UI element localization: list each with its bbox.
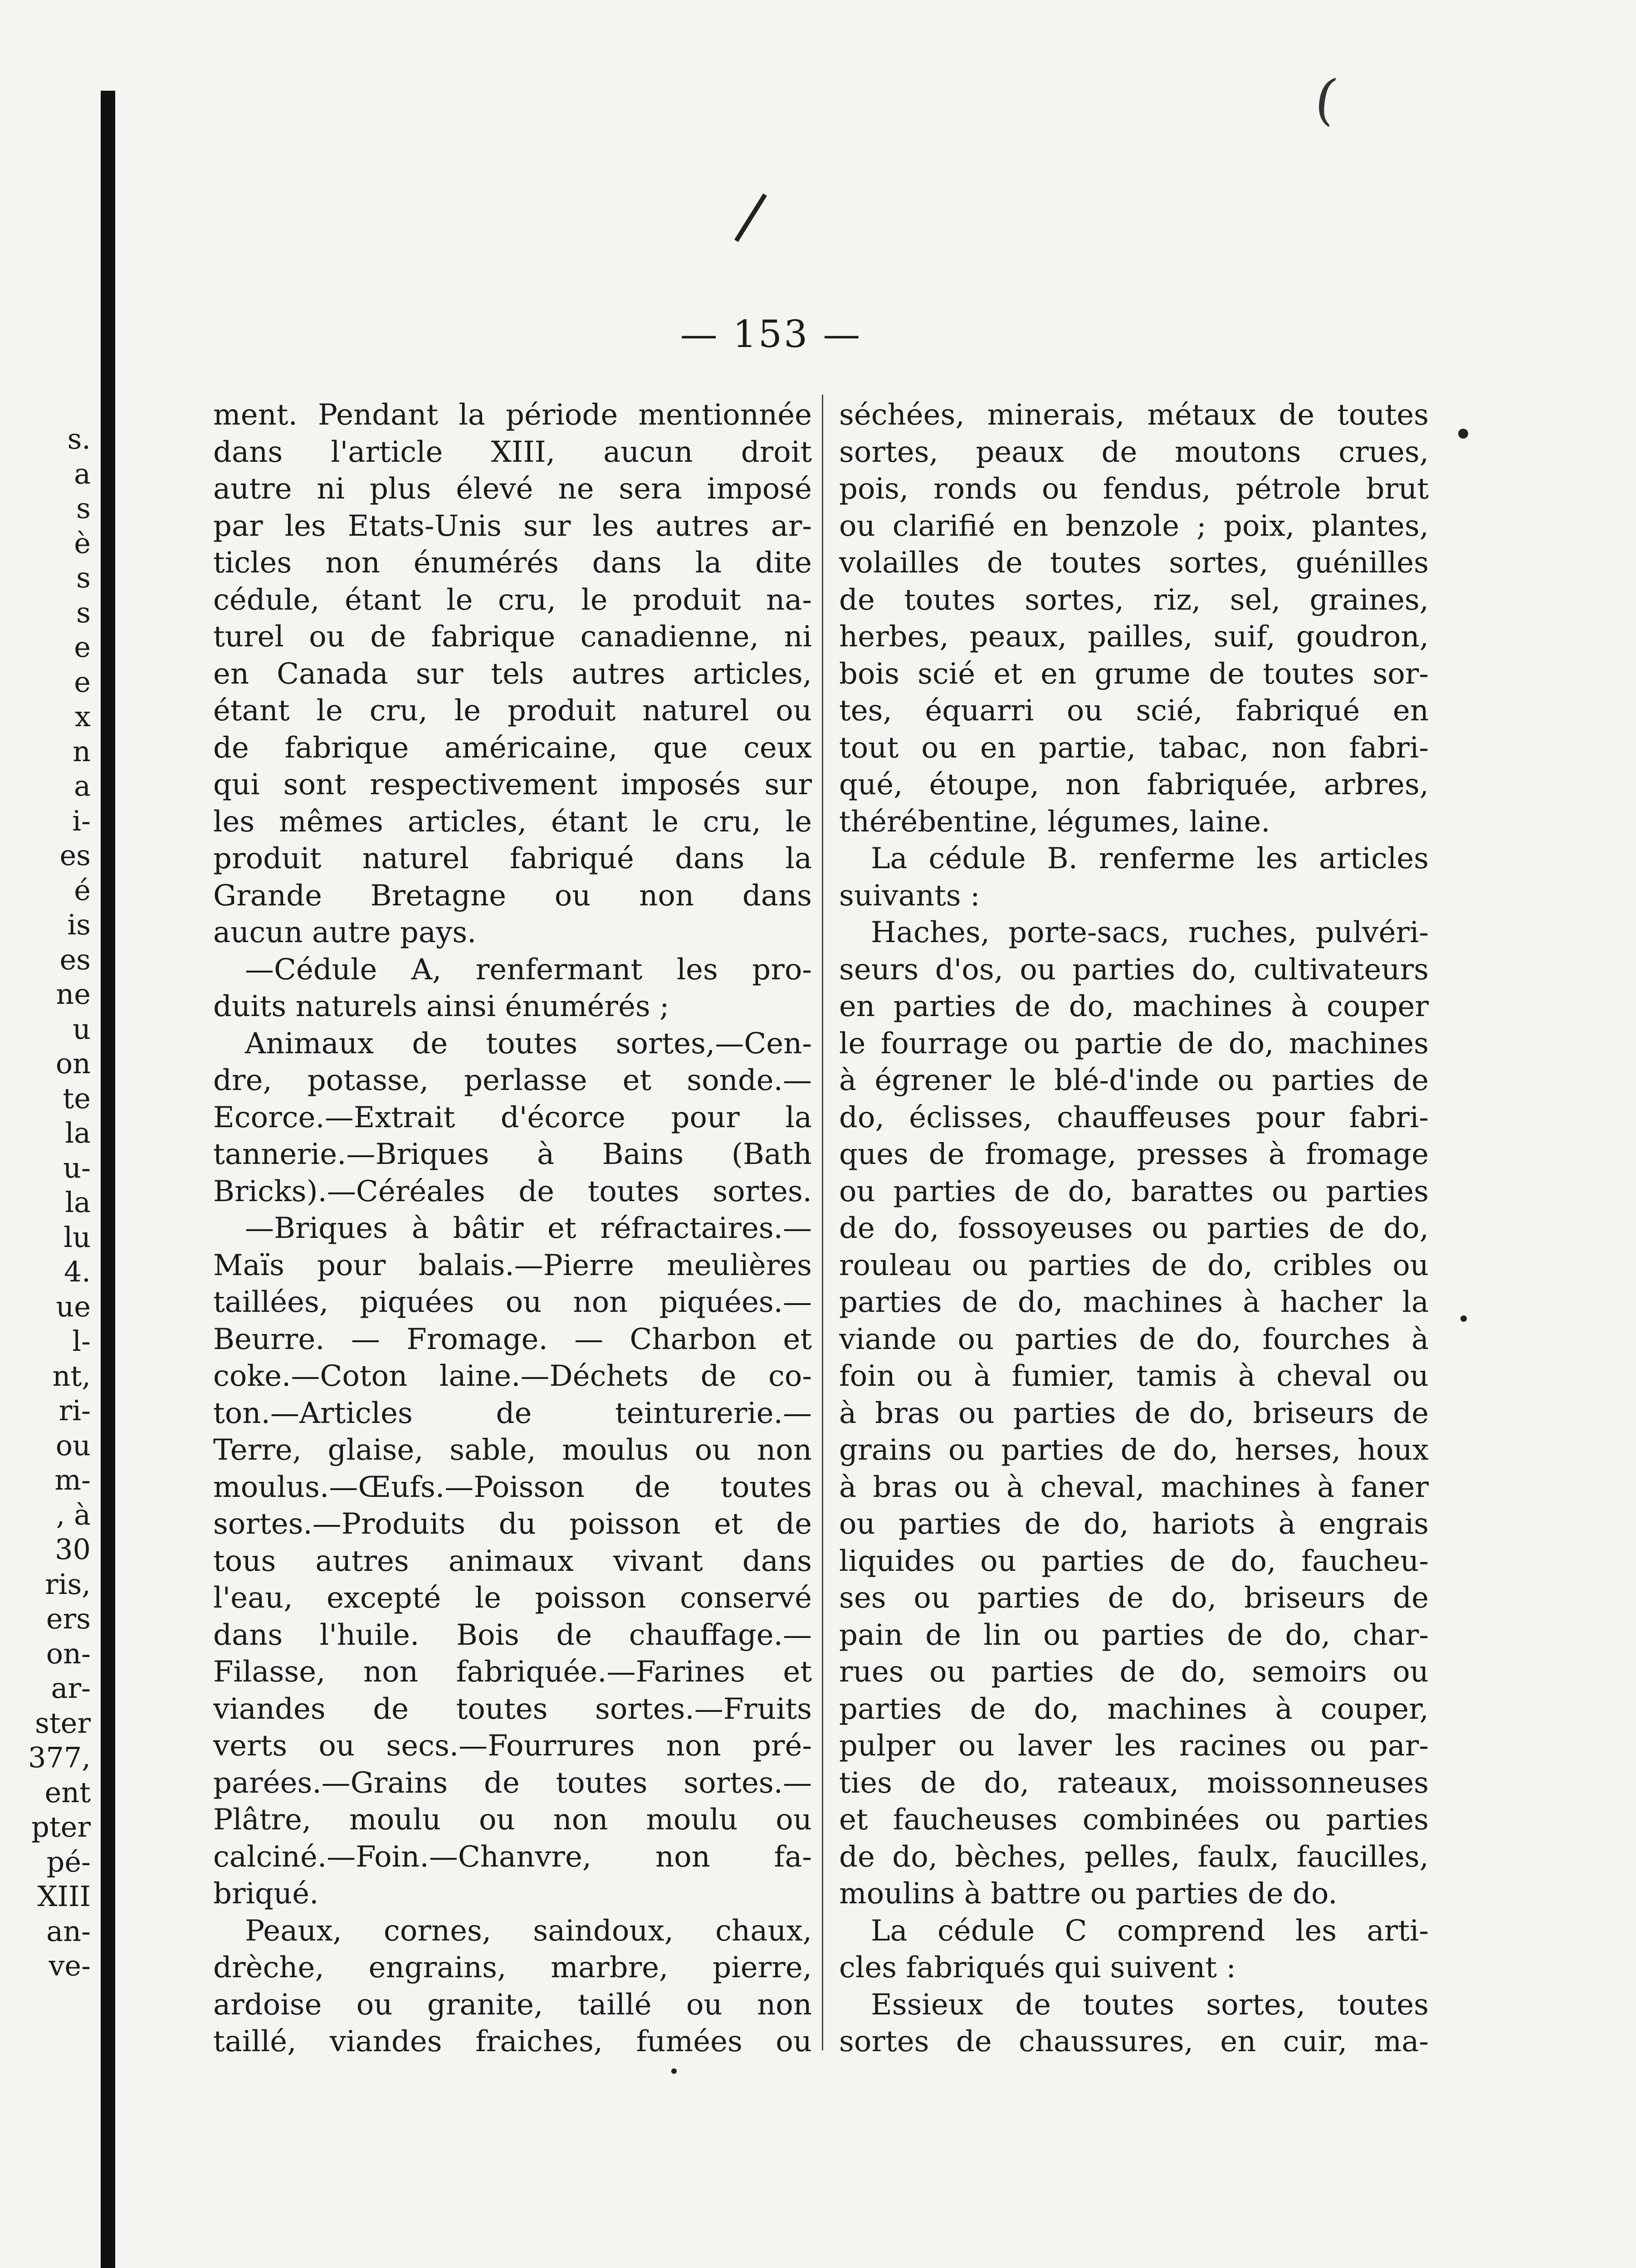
pencil-slash-mark: [734, 193, 767, 242]
edge-fragment: ou: [55, 1428, 91, 1462]
left-text-column: [213, 397, 812, 2061]
edge-fragment: an-: [46, 1914, 91, 1948]
edge-fragment: s: [76, 596, 91, 629]
page-number: — 153 —: [680, 313, 862, 356]
edge-fragment: ent: [44, 1775, 91, 1809]
text-line: à bras ou à cheval, machines à faner: [839, 1470, 1429, 1504]
edge-fragment: is: [67, 908, 91, 941]
text-line: pulper ou laver les racines ou par-: [839, 1729, 1429, 1763]
edge-fragment: 30: [55, 1533, 91, 1566]
ink-speck: [1458, 429, 1468, 439]
text-line: taillé, viandes fraiches, fumées ou: [213, 2025, 812, 2058]
text-line: ses ou parties de do, briseurs de: [839, 1581, 1429, 1615]
edge-fragment: s: [76, 492, 91, 525]
text-line: ou clarifié en benzole ; poix, plantes,: [839, 509, 1429, 543]
text-line: tannerie.—Briques à Bains (Bath: [213, 1138, 812, 1171]
edge-fragment: 4.: [63, 1255, 91, 1288]
text-line: le fourrage ou partie de do, machines: [839, 1026, 1429, 1061]
edge-fragment: on-: [46, 1637, 91, 1670]
text-line: parées.—Grains de toutes sortes.—: [213, 1766, 812, 1800]
text-line: pain de lin ou parties de do, char-: [839, 1618, 1429, 1652]
edge-fragment: pé-: [46, 1845, 91, 1878]
text-line: Ecorce.—Extrait d'écorce pour la: [213, 1100, 812, 1134]
text-line: et faucheuses combinées ou parties: [839, 1803, 1429, 1837]
text-line: parties de do, machines à hacher la: [839, 1286, 1429, 1319]
edge-fragment: u: [73, 1012, 91, 1046]
edge-fragment: è: [74, 526, 91, 560]
edge-fragment: 377,: [28, 1741, 91, 1774]
facing-page-fragments: [9, 422, 91, 1984]
edge-fragment: ne: [56, 978, 91, 1011]
text-line: l'eau, excepté le poisson conservé: [213, 1581, 812, 1615]
text-line: foin ou à fumier, tamis à cheval ou: [839, 1359, 1429, 1393]
text-line: drèche, engrains, marbre, pierre,: [213, 1951, 812, 1984]
text-line: séchées, minerais, métaux de toutes: [839, 398, 1429, 432]
text-line: La cédule C comprend les arti-: [871, 1914, 1429, 1948]
text-line: sortes de chaussures, en cuir, ma-: [839, 2025, 1429, 2058]
text-line: thérébentine, légumes, laine.: [839, 805, 1270, 839]
text-line: rouleau ou parties de do, cribles ou: [839, 1248, 1429, 1282]
edge-fragment: nt,: [52, 1359, 91, 1393]
text-line: dans l'article XIII, aucun droit: [213, 435, 812, 469]
text-line: de do, bèches, pelles, faulx, faucilles,: [839, 1840, 1429, 1874]
ink-speck: [671, 2068, 677, 2074]
edge-fragment: la: [65, 1186, 91, 1219]
text-line: seurs d'os, ou parties do, cultivateurs: [839, 953, 1429, 987]
edge-fragment: x: [75, 700, 91, 733]
edge-fragment: on: [55, 1047, 91, 1080]
column-divider: [822, 395, 823, 2050]
text-line: Haches, porte-sacs, ruches, pulvéri-: [871, 916, 1429, 949]
text-line: parties de do, machines à couper,: [839, 1692, 1429, 1726]
text-line: pois, ronds ou fendus, pétrole brut: [839, 472, 1429, 506]
text-line: ticles non énumérés dans la dite: [213, 546, 812, 580]
handwritten-paren-mark: (: [1311, 67, 1341, 132]
text-line: qué, étoupe, non fabriquée, arbres,: [839, 768, 1429, 802]
text-line: Plâtre, moulu ou non moulu ou: [213, 1803, 812, 1837]
edge-fragment: es: [59, 943, 91, 976]
text-line: moulins à battre ou parties de do.: [839, 1877, 1338, 1911]
text-line: aucun autre pays.: [213, 916, 477, 949]
text-line: herbes, peaux, pailles, suif, goudron,: [839, 620, 1429, 654]
edge-fragment: lu: [63, 1220, 91, 1254]
text-line: autre ni plus élevé ne sera imposé: [213, 472, 812, 506]
edge-fragment: i-: [72, 804, 91, 837]
edge-fragment: ri-: [59, 1394, 91, 1427]
text-line: par les Etats-Unis sur les autres ar-: [213, 509, 812, 543]
edge-fragment: ris,: [45, 1567, 91, 1601]
text-line: —Cédule A, renfermant les pro-: [245, 953, 812, 987]
text-line: rues ou parties de do, semoirs ou: [839, 1655, 1429, 1689]
text-line: Essieux de toutes sortes, toutes: [871, 1988, 1429, 2022]
edge-fragment: s: [76, 561, 91, 594]
text-line: sortes, peaux de moutons crues,: [839, 435, 1429, 469]
text-line: liquides ou parties de do, faucheu-: [839, 1544, 1429, 1578]
text-line: dans l'huile. Bois de chauffage.—: [213, 1618, 812, 1652]
text-line: tout ou en partie, tabac, non fabri-: [839, 731, 1429, 765]
text-line: en Canada sur tels autres articles,: [213, 657, 812, 691]
text-line: de fabrique américaine, que ceux: [213, 731, 812, 765]
text-line: viande ou parties de do, fourches à: [839, 1322, 1429, 1356]
edge-fragment: la: [65, 1116, 91, 1149]
text-line: dre, potasse, perlasse et sonde.—: [213, 1064, 812, 1097]
text-line: Terre, glaise, sable, moulus ou non: [213, 1433, 812, 1467]
text-line: en parties de do, machines à couper: [839, 990, 1429, 1023]
edge-fragment: es: [59, 839, 91, 872]
edge-fragment: u-: [63, 1151, 91, 1184]
text-line: Bricks).—Céréales de toutes sortes.: [213, 1174, 812, 1208]
edge-fragment: te: [63, 1081, 91, 1115]
text-line: taillées, piquées ou non piquées.—: [213, 1286, 812, 1319]
text-line: ties de do, rateaux, moissonneuses: [839, 1766, 1429, 1800]
edge-fragment: , à: [56, 1498, 91, 1531]
text-line: briqué.: [213, 1877, 319, 1911]
text-line: à égrener le blé-d'inde ou parties de: [839, 1064, 1429, 1097]
edge-fragment: ve-: [49, 1949, 91, 1982]
text-line: coke.—Coton laine.—Déchets de co-: [213, 1359, 812, 1393]
text-line: tous autres animaux vivant dans: [213, 1544, 812, 1578]
text-line: suivants :: [839, 879, 980, 913]
text-line: Grande Bretagne ou non dans: [213, 879, 812, 913]
edge-fragment: a: [74, 457, 91, 490]
text-line: produit naturel fabriqué dans la: [213, 842, 812, 875]
text-line: qui sont respectivement imposés sur: [213, 768, 812, 802]
text-line: ton.—Articles de teinturerie.—: [213, 1396, 812, 1430]
edge-fragment: é: [74, 873, 91, 907]
text-line: Animaux de toutes sortes,—Cen-: [245, 1026, 812, 1061]
text-line: de do, fossoyeuses ou parties de do,: [839, 1212, 1429, 1245]
edge-fragment: e: [74, 631, 91, 664]
edge-fragment: ster: [34, 1706, 91, 1740]
text-line: Filasse, non fabriquée.—Farines et: [213, 1655, 812, 1689]
text-line: cédule, étant le cru, le produit na-: [213, 583, 812, 617]
text-line: moulus.—Œufs.—Poisson de toutes: [213, 1470, 812, 1504]
text-line: viandes de toutes sortes.—Fruits: [213, 1692, 812, 1726]
text-line: do, éclisses, chauffeuses pour fabri-: [839, 1100, 1429, 1134]
text-line: Beurre. — Fromage. — Charbon et: [213, 1322, 812, 1356]
text-line: Peaux, cornes, saindoux, chaux,: [245, 1914, 812, 1948]
text-line: à bras ou parties de do, briseurs de: [839, 1396, 1429, 1430]
edge-fragment: a: [74, 769, 91, 802]
ink-speck: [1460, 1315, 1467, 1322]
text-line: La cédule B. renferme les articles: [871, 842, 1429, 875]
text-line: ou parties de do, barattes ou parties: [839, 1174, 1429, 1208]
edge-fragment: n: [73, 734, 91, 768]
text-line: les mêmes articles, étant le cru, le: [213, 805, 812, 839]
text-line: grains ou parties de do, herses, houx: [839, 1433, 1429, 1467]
text-line: —Briques à bâtir et réfractaires.—: [245, 1212, 812, 1245]
text-line: volailles de toutes sortes, guénilles: [839, 546, 1429, 580]
text-line: ment. Pendant la période mentionnée: [213, 398, 812, 432]
text-line: ardoise ou granite, taillé ou non: [213, 1988, 812, 2022]
edge-fragment: l-: [72, 1325, 91, 1358]
edge-fragment: e: [74, 665, 91, 699]
edge-fragment: ers: [46, 1602, 91, 1635]
edge-fragment: s.: [67, 422, 91, 455]
edge-fragment: ar-: [51, 1672, 91, 1705]
edge-fragment: m-: [54, 1463, 91, 1496]
text-line: étant le cru, le produit naturel ou: [213, 694, 812, 728]
text-line: sortes.—Produits du poisson et de: [213, 1507, 812, 1541]
text-line: duits naturels ainsi énumérés ;: [213, 990, 669, 1023]
text-line: calciné.—Foin.—Chanvre, non fa-: [213, 1840, 812, 1874]
text-line: tes, équarri ou scié, fabriqué en: [839, 694, 1429, 728]
text-line: ou parties de do, hariots à engrais: [839, 1507, 1429, 1541]
text-line: cles fabriqués qui suivent :: [839, 1951, 1236, 1984]
text-line: de toutes sortes, riz, sel, graines,: [839, 583, 1429, 617]
text-line: ques de fromage, presses à fromage: [839, 1138, 1429, 1171]
binding-shadow: [101, 91, 115, 2268]
text-line: turel ou de fabrique canadienne, ni: [213, 620, 812, 654]
edge-fragment: XIII: [37, 1880, 91, 1913]
right-text-column: [839, 397, 1429, 2061]
text-line: verts ou secs.—Fourrures non pré-: [213, 1729, 812, 1763]
text-line: bois scié et en grume de toutes sor-: [839, 657, 1429, 691]
edge-fragment: ue: [56, 1290, 91, 1323]
edge-fragment: pter: [31, 1810, 91, 1843]
text-line: Maïs pour balais.—Pierre meulières: [213, 1248, 812, 1282]
